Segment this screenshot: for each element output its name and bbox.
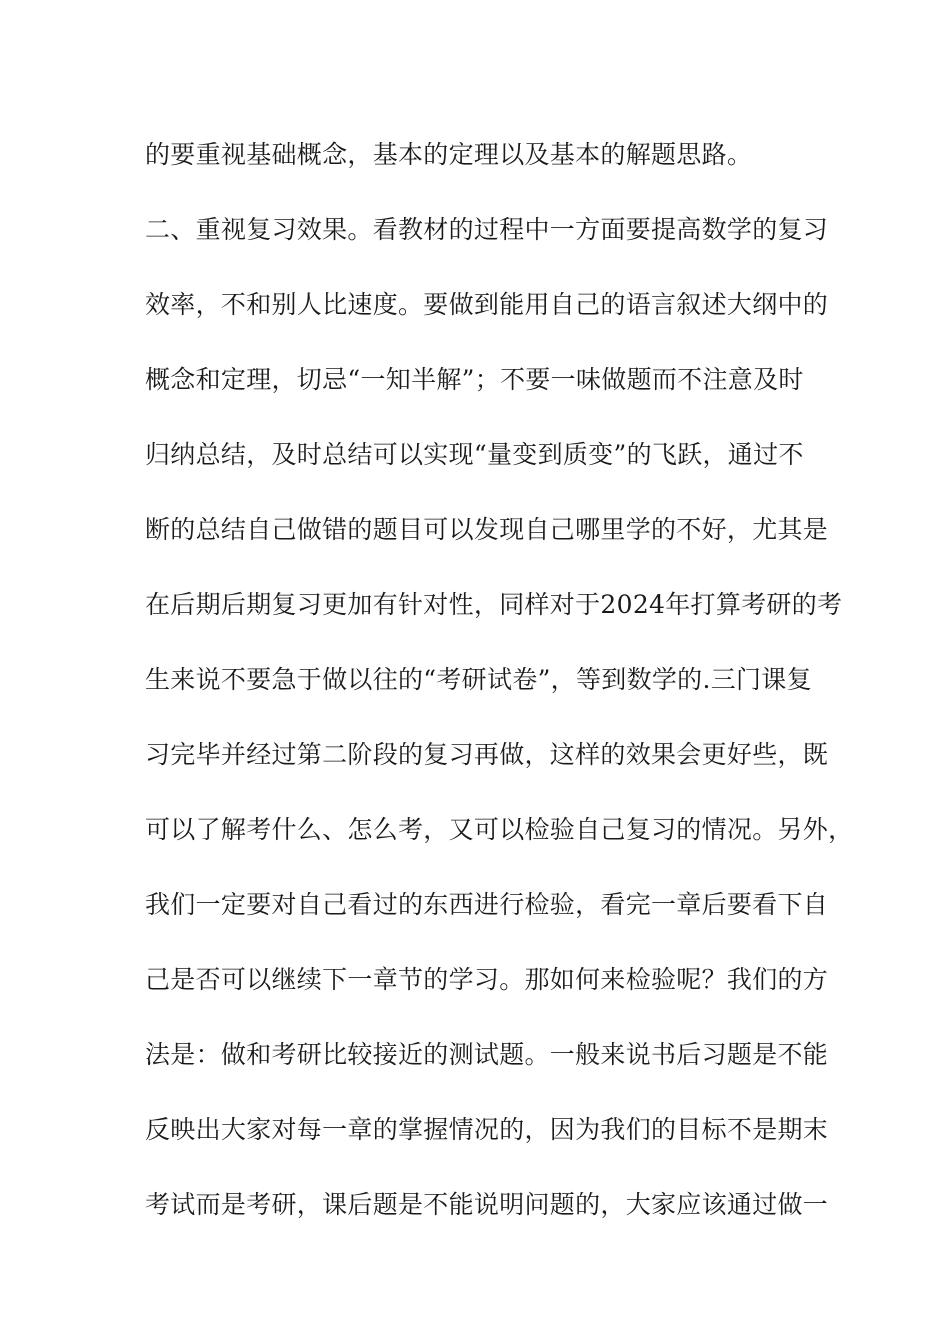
text-line-14: 反映出大家对每一章的掌握情况的，因为我们的目标不是期末 bbox=[145, 1115, 829, 1144]
text-line-4: 概念和定理，切忌“一知半解”；不要一味做题而不注意及时 bbox=[145, 365, 804, 394]
body-text bbox=[145, 130, 854, 1255]
text-line-6: 断的总结自己做错的题目可以发现自己哪里学的不好，尤其是 bbox=[145, 515, 829, 544]
text-line-9: 习完毕并经过第二阶段的复习再做，这样的效果会更好些，既 bbox=[145, 740, 829, 769]
text-line-7: 在后期后期复习更加有针对性，同样对于2024年打算考研的考 bbox=[145, 590, 843, 619]
text-line-5: 归纳总结，及时总结可以实现“量变到质变”的飞跃，通过不 bbox=[145, 440, 804, 469]
text-line-8: 生来说不要急于做以往的“考研试卷”，等到数学的.三门课复 bbox=[145, 665, 812, 694]
text-line-10: 可以了解考什么、怎么考，又可以检验自己复习的情况。另外， bbox=[145, 815, 854, 844]
text-line-1: 的要重视基础概念，基本的定理以及基本的解题思路。 bbox=[145, 140, 753, 169]
text-line-3: 效率，不和别人比速度。要做到能用自己的语言叙述大纲中的 bbox=[145, 290, 829, 319]
text-line-13: 法是：做和考研比较接近的测试题。一般来说书后习题是不能 bbox=[145, 1040, 829, 1069]
text-line-15: 考试而是考研，课后题是不能说明问题的，大家应该通过做一 bbox=[145, 1190, 829, 1219]
text-line-12: 己是否可以继续下一章节的学习。那如何来检验呢？我们的方 bbox=[145, 965, 829, 994]
text-line-11: 我们一定要对自己看过的东西进行检验，看完一章后要看下自 bbox=[145, 890, 829, 919]
text-line-2: 二、重视复习效果。看教材的过程中一方面要提高数学的复习 bbox=[145, 215, 829, 244]
